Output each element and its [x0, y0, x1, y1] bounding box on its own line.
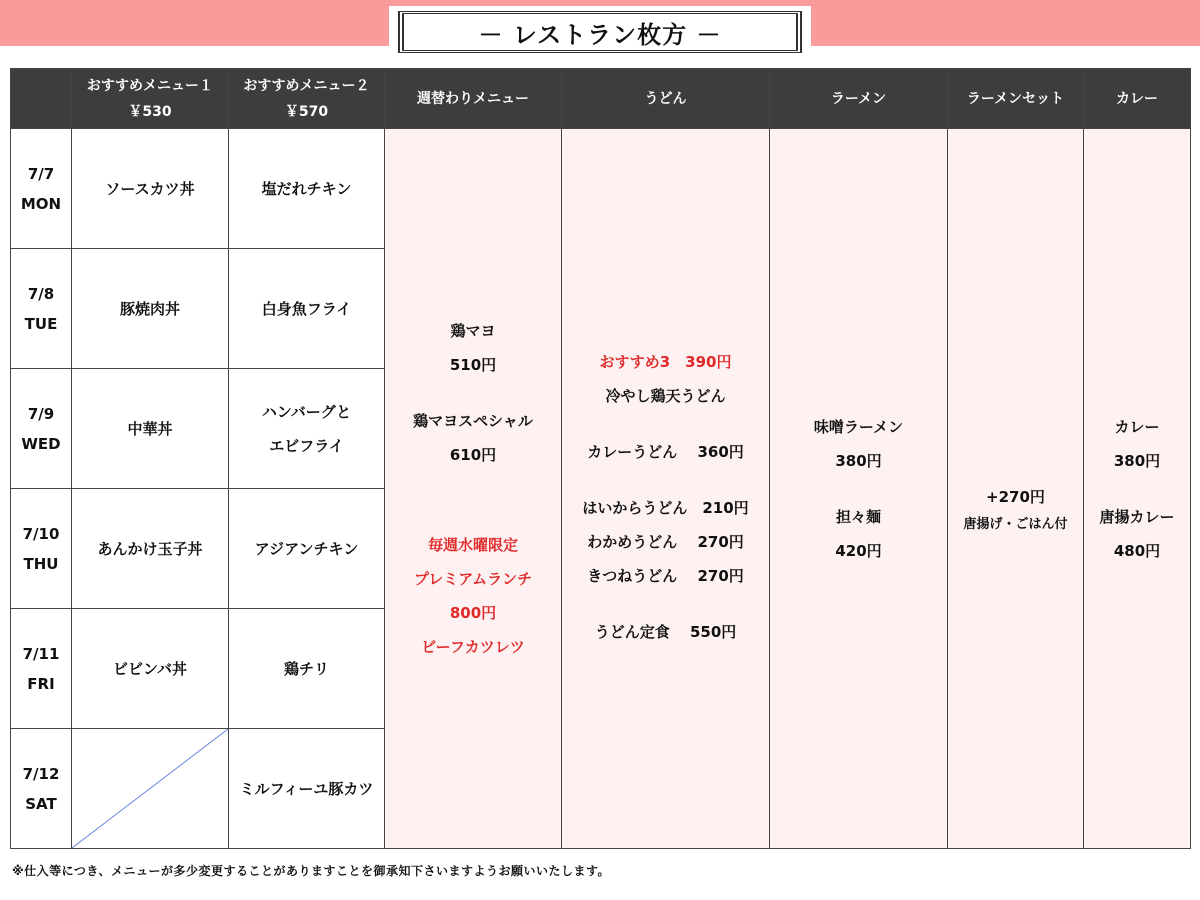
karaage-curry-price: 480円 — [1113, 541, 1161, 560]
udon-pick: おすすめ3 390円 — [599, 352, 732, 371]
rec2-cell — [229, 369, 385, 489]
day-of-week: WED — [21, 434, 61, 453]
day-date: 7/8 — [27, 284, 55, 303]
weekly-item-2-price: 610円 — [449, 445, 497, 464]
header-rec2-name: おすすめメニュー２ — [243, 77, 370, 94]
ramen-set-price: +270円 — [986, 487, 1045, 506]
rec2-cell — [229, 249, 385, 369]
footer-note: ※仕入等につき、メニューが多少変更することがありますことを御承知下さいますようお願いいたします。 — [12, 864, 610, 878]
ramen-tantan: 担々麺 — [835, 507, 881, 526]
rec1-cell: ビビンバ丼 — [72, 609, 229, 729]
day-date: 7/10 — [22, 524, 60, 543]
rec2-cell — [229, 129, 385, 249]
header-rec1 — [72, 69, 229, 129]
day-date: 7/9 — [27, 404, 55, 423]
weekly-special-line-2: プレミアムランチ — [413, 569, 533, 588]
header-weekly: 週替わりメニュー — [385, 69, 562, 129]
day-of-week: TUE — [24, 314, 58, 333]
rec2-line: 塩だれチキン — [261, 180, 352, 198]
rec2-cell — [229, 729, 385, 849]
day-of-week: MON — [20, 194, 62, 213]
rec2-line: ハンバーグと — [261, 402, 352, 421]
ramen-set-cell — [948, 129, 1084, 849]
header-corner — [11, 69, 72, 129]
day-of-week: SAT — [25, 794, 57, 813]
rec1-cell: あんかけ玉子丼 — [72, 489, 229, 609]
rec2-line: アジアンチキン — [254, 540, 359, 558]
rec2-line: 白身魚フライ — [261, 300, 352, 318]
rec2-cell — [229, 609, 385, 729]
header-ramen-set: ラーメンセット — [948, 69, 1084, 129]
day-of-week: THU — [23, 554, 59, 573]
day-date: 7/12 — [22, 764, 60, 783]
header-row — [11, 69, 1191, 129]
day-label — [11, 729, 72, 849]
weekly-special-price: 800円 — [449, 603, 497, 622]
header-rec2 — [229, 69, 385, 129]
day-label — [11, 369, 72, 489]
header-udon: うどん — [562, 69, 770, 129]
day-row-mon — [11, 129, 1191, 249]
rec2-line: 鶏チリ — [283, 660, 329, 678]
rec1-cell-empty — [72, 729, 229, 849]
header-rec1-price: ￥530 — [128, 103, 172, 120]
ramen-set-desc: 唐揚げ・ごはん付 — [963, 516, 1068, 532]
title-plate — [389, 6, 811, 58]
header-rec2-price: ￥570 — [284, 103, 329, 120]
curry-item: カレー — [1114, 417, 1160, 436]
udon-cell — [562, 129, 770, 849]
rec1-cell: 中華丼 — [72, 369, 229, 489]
day-date: 7/7 — [27, 164, 55, 183]
header-ramen: ラーメン — [770, 69, 948, 129]
ramen-tantan-price: 420円 — [835, 541, 882, 560]
header-curry: カレー — [1084, 69, 1191, 129]
day-date: 7/11 — [22, 644, 60, 663]
rec2-line: エビフライ — [269, 436, 344, 455]
udon-pick-item: 冷やし鶏天うどん — [605, 386, 726, 405]
day-label — [11, 609, 72, 729]
weekly-special-line-1: 毎週水曜限定 — [427, 535, 518, 554]
rec2-cell — [229, 489, 385, 609]
rec1-cell: 豚焼肉丼 — [72, 249, 229, 369]
rec2-line: ミルフィーユ豚カツ — [239, 780, 374, 798]
rec1-cell: ソースカツ丼 — [72, 129, 229, 249]
curry-price: 380円 — [1113, 451, 1161, 470]
day-label — [11, 249, 72, 369]
page-title: － レストラン枚方 － — [398, 11, 802, 53]
ramen-miso: 味噌ラーメン — [813, 417, 904, 436]
day-label — [11, 489, 72, 609]
udon-teishoku: うどん定食 550円 — [594, 622, 737, 641]
ramen-cell — [770, 129, 948, 849]
ramen-miso-price: 380円 — [835, 451, 882, 470]
weekly-special-item: ビーフカツレツ — [421, 637, 525, 656]
udon-kitsune: きつねうどん 270円 — [587, 566, 744, 585]
weekly-item-2: 鶏マヨスペシャル — [413, 411, 533, 430]
curry-cell — [1084, 129, 1191, 849]
diagonal-strike — [72, 729, 228, 848]
udon-curry: カレーうどん 360円 — [587, 442, 744, 461]
day-label — [11, 129, 72, 249]
weekly-menu-table — [10, 68, 1191, 849]
udon-haikara: はいからうどん 210円 — [582, 498, 749, 517]
udon-wakame: わかめうどん 270円 — [587, 532, 744, 551]
day-of-week: FRI — [27, 674, 55, 693]
karaage-curry-item: 唐揚カレー — [1099, 507, 1175, 526]
weekly-item-1: 鶏マヨ — [450, 321, 496, 340]
weekly-item-1-price: 510円 — [449, 355, 497, 374]
header-rec1-name: おすすめメニュー１ — [86, 77, 214, 94]
weekly-menu-cell — [385, 129, 562, 849]
